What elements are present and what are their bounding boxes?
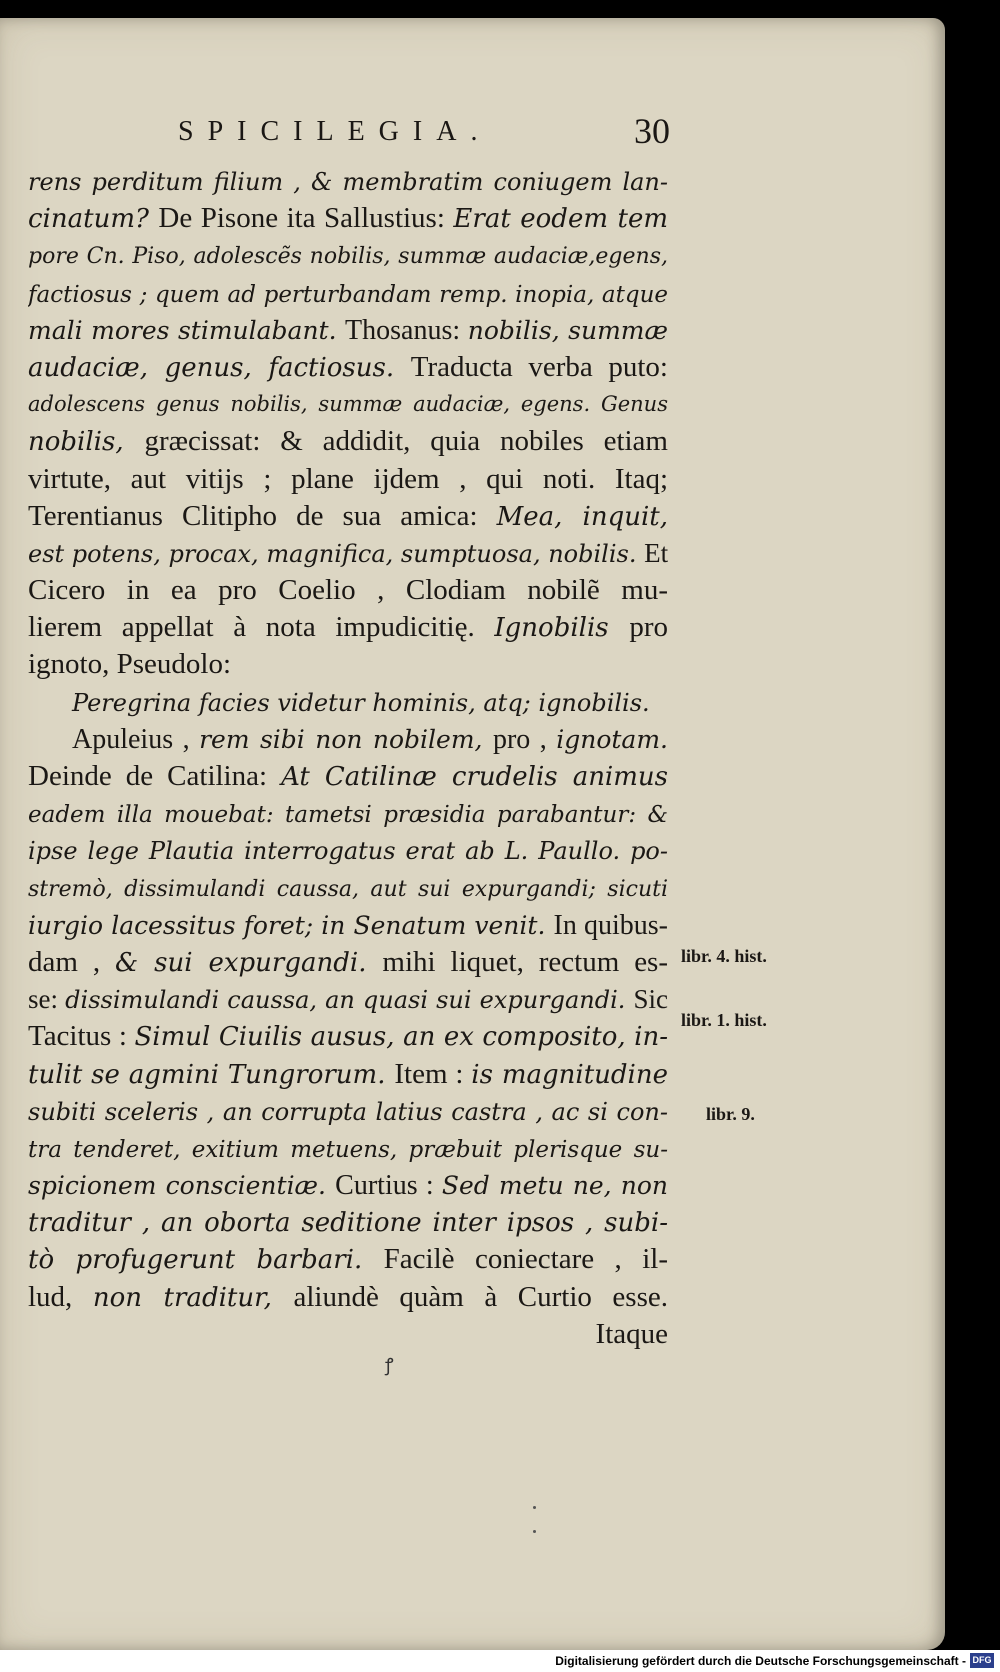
text-line (28, 1279, 668, 1316)
italic-segment: iurgio lacessitus foret; in Senatum venit. (28, 910, 554, 940)
margin-note: libr. 4. hist. (681, 946, 767, 966)
roman-segment: Tacitus : (28, 1020, 135, 1053)
text-line (28, 498, 668, 535)
text-line (28, 275, 668, 312)
footer-bar (0, 1650, 1000, 1672)
text-line (28, 1093, 668, 1130)
italic-segment: mali mores stimulabant. (28, 315, 346, 345)
italic-segment: Mea, inquit, (496, 501, 668, 532)
paper-speck (533, 1530, 536, 1533)
italic-segment: Erat eodem tem (453, 204, 668, 235)
roman-segment: Apuleius , (72, 723, 200, 755)
italic-segment: dissimulandi caussa, an quasi sui expurgandi. (65, 986, 634, 1015)
italic-segment: Simul Ciuilis ausus, an ex composito, in- (134, 1022, 668, 1053)
italic-segment: rem sibi non nobilem, (199, 724, 493, 754)
text-line (28, 461, 668, 498)
text-line (28, 1130, 668, 1167)
italic-segment: audaciæ, genus, factiosus. (28, 352, 411, 383)
italic-segment: factiosus ; quem ad perturbandam remp. inopia, atque (28, 281, 668, 308)
roman-segment: De Pisone ita Sallustius: (158, 202, 454, 235)
text-line (28, 609, 668, 646)
text-line (28, 386, 668, 423)
text-line (28, 200, 668, 237)
roman-segment: græcissat: & addidit, quia nobiles etiam (144, 425, 668, 458)
roman-segment: virtute, aut vitijs ; plane ijdem , qui noti. Itaq; (28, 462, 668, 495)
italic-segment: eadem illa mouebat: tametsi præsidia parabantur: & (28, 802, 668, 829)
roman-segment: Item : (394, 1057, 472, 1090)
text-line (28, 870, 668, 907)
running-head: SPICILEGIA. (178, 116, 492, 147)
italic-segment: ignotam. (556, 724, 668, 754)
italic-segment: stremò, dissimulandi caussa, aut sui expurgandi; sicuti (28, 876, 668, 902)
text-line (28, 349, 668, 386)
italic-segment: rens perditum filium , & membratim coniugem lan- (28, 168, 668, 196)
roman-segment: pro (629, 611, 668, 644)
text-line (28, 163, 668, 200)
text-line (28, 795, 668, 832)
text-line (28, 535, 668, 572)
catchword: Itaque (595, 1317, 668, 1350)
roman-segment: mihi liquet, rectum es- (382, 945, 668, 978)
italic-segment: & sui expurgandi. (115, 947, 383, 978)
paper-speck (533, 1506, 536, 1509)
roman-segment: In quibus- (553, 909, 668, 941)
italic-segment: non traditur, (92, 1282, 294, 1313)
roman-segment: se: (28, 984, 66, 1015)
roman-segment: Traducta verba puto: (410, 350, 668, 383)
page-number: 30 (634, 111, 670, 151)
roman-segment: aliundè quàm à Curtio esse. (293, 1280, 668, 1313)
page-header (170, 110, 670, 158)
italic-segment: ipse lege Plautia interrogatus erat ab L. Paullo. po- (28, 837, 668, 866)
dfg-logo: DFG (970, 1653, 994, 1668)
text-line (28, 758, 668, 795)
margin-note: libr. 9. (706, 1104, 755, 1124)
text-block (28, 163, 668, 1353)
text-line (28, 1018, 668, 1055)
roman-segment: Et (644, 537, 668, 568)
text-line (28, 721, 668, 758)
text-line (28, 907, 668, 944)
margin-note: libr. 1. hist. (681, 1010, 767, 1030)
italic-segment: nobilis, summæ (467, 315, 668, 345)
book-page (0, 18, 945, 1650)
roman-segment: ignoto, Pseudolo: (28, 648, 232, 681)
text-line (28, 1056, 668, 1093)
text-line (28, 832, 668, 869)
italic-segment: Sed metu ne, non (441, 1171, 668, 1201)
italic-segment: At Catilinæ crudelis animus (281, 762, 668, 792)
roman-segment: Deinde de Catilina: (28, 760, 282, 792)
roman-segment: Terentianus Clitipho de sua amica: (28, 499, 497, 532)
italic-segment: adolescens genus nobilis, summæ audaciæ, egens. Genus (28, 392, 668, 417)
roman-segment: dam , (28, 945, 116, 978)
roman-segment: lierem appellat à nota impudicitię. (28, 611, 495, 644)
text-line (28, 1167, 668, 1204)
italic-segment: cinatum? (28, 204, 159, 235)
roman-segment: pro , (492, 723, 557, 755)
text-line (28, 423, 668, 460)
digitization-credit: Digitalisierung gefördert durch die Deutsche Forschungsgemeinschaft - (555, 1654, 966, 1668)
text-line (28, 684, 668, 721)
italic-segment: est potens, procax, magnifica, sumptuosa, nobilis. (28, 539, 645, 568)
italic-segment: tulit se agmini Tungrorum. (28, 1059, 395, 1090)
text-line (28, 646, 668, 683)
italic-segment: subiti sceleris , an corrupta latius castra , ac si con- (28, 1097, 668, 1126)
roman-segment: Cicero in ea pro Coelio , Clodiam nobilẽ mu- (28, 574, 668, 607)
italic-segment: is magnitudine (471, 1059, 668, 1090)
text-line (28, 312, 668, 349)
roman-segment: Curtius : (335, 1170, 442, 1202)
italic-segment: tò profugerunt barbari. (28, 1245, 384, 1276)
italic-segment: pore Cn. Piso, adolescẽs nobilis, summæ audaciæ,egens, (28, 244, 668, 270)
italic-segment: traditur , an oborta seditione inter ipsos , subi- (28, 1208, 668, 1239)
text-line (28, 944, 668, 981)
italic-segment: spicionem conscientiæ. (28, 1171, 336, 1201)
italic-segment: tra tenderet, exitium metuens, præbuit plerisque su- (28, 1136, 668, 1163)
italic-segment: nobilis, (28, 427, 145, 458)
roman-segment: Thosanus: (345, 314, 468, 346)
italic-segment: Ignobilis (494, 613, 630, 644)
roman-segment: lud, (28, 1280, 93, 1313)
text-line (28, 237, 668, 274)
italic-segment: Peregrina facies videtur hominis, atq; ignobilis. (72, 688, 650, 717)
text-line (28, 1204, 668, 1241)
roman-segment: Facilè coniectare , il- (383, 1243, 668, 1276)
text-line (28, 1241, 668, 1278)
text-line (28, 572, 668, 609)
text-line (28, 981, 668, 1018)
roman-segment: Sic (633, 984, 668, 1015)
signature-mark: ꝭ (385, 1355, 394, 1376)
